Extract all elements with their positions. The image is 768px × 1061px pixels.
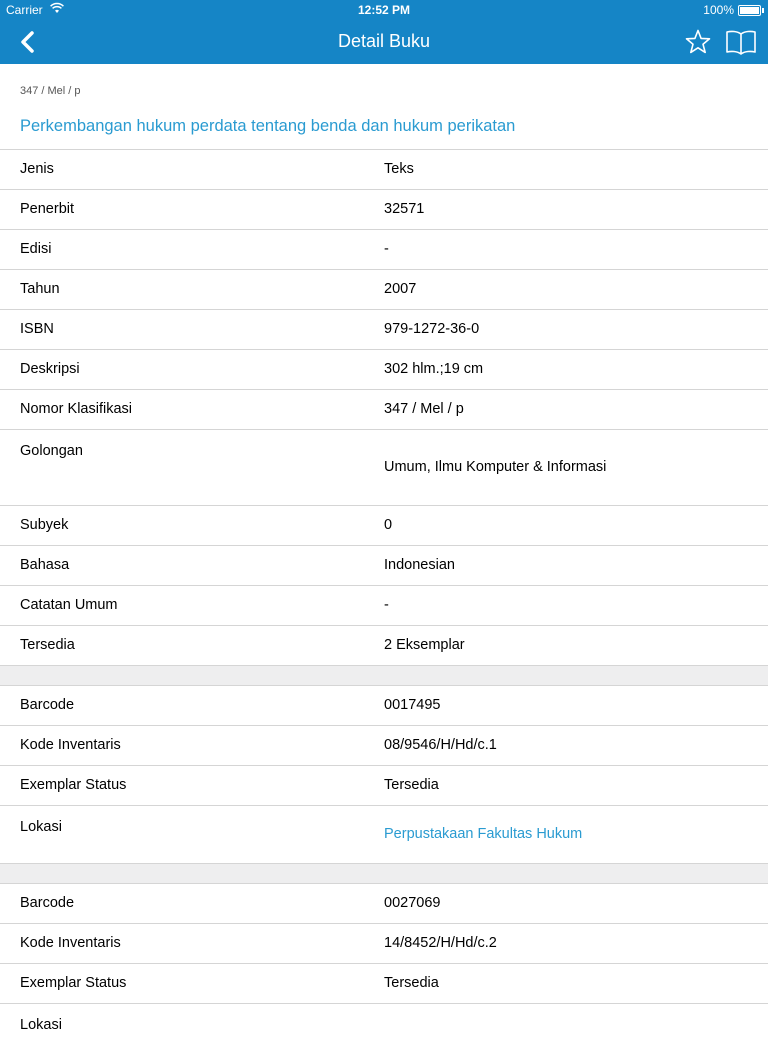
row-label: Kode Inventaris (20, 737, 121, 753)
row-label: Bahasa (20, 557, 70, 573)
copy-status-row (0, 963, 768, 1003)
row-label: Exemplar Status (20, 975, 127, 991)
row-value: 08/9546/H/Hd/c.1 (384, 737, 497, 753)
row-label: Catatan Umum (20, 597, 118, 613)
table-row (0, 585, 768, 625)
status-bar (0, 0, 768, 20)
row-value: Tersedia (384, 777, 439, 793)
copy-inventory-row (0, 725, 768, 765)
table-row (0, 389, 768, 429)
book-title: Perkembangan hukum perdata tentang benda dan hukum perikatan (20, 117, 516, 135)
row-label: Edisi (20, 241, 52, 257)
reader-button[interactable] (724, 26, 758, 58)
row-label: Deskripsi (20, 361, 80, 377)
section-separator (0, 863, 768, 883)
table-row (0, 505, 768, 545)
battery-percentage: 100% (703, 3, 734, 17)
table-row (0, 349, 768, 389)
row-value: 979-1272-36-0 (384, 321, 480, 337)
star-icon (682, 26, 714, 58)
section-separator (0, 665, 768, 685)
row-value: 2 Eksemplar (384, 637, 465, 653)
navigation-bar (0, 20, 768, 64)
row-value: 347 / Mel / p (384, 401, 464, 417)
row-label: Exemplar Status (20, 777, 127, 793)
page-title: Detail Buku (337, 31, 431, 51)
table-row (0, 309, 768, 349)
row-value: 32571 (384, 201, 425, 217)
row-value: Umum, Ilmu Komputer & Informasi (384, 459, 607, 475)
detail-table (0, 149, 768, 1061)
row-label: Nomor Klasifikasi (20, 401, 132, 417)
table-row (0, 149, 768, 189)
row-value: 14/8452/H/Hd/c.2 (384, 935, 497, 951)
favorite-button[interactable] (682, 26, 714, 58)
row-label: Golongan (20, 443, 83, 459)
row-label: Barcode (20, 697, 75, 713)
call-number: 347 / Mel / p (20, 85, 81, 97)
table-row (0, 545, 768, 585)
row-label: Lokasi (20, 1017, 62, 1033)
table-row (0, 625, 768, 665)
row-value: Tersedia (384, 975, 439, 991)
row-value: 0 (384, 517, 393, 533)
table-row (0, 189, 768, 229)
table-row (0, 229, 768, 269)
row-label: Subyek (20, 517, 69, 533)
row-value: - (384, 241, 389, 257)
row-label: Kode Inventaris (20, 935, 121, 951)
row-value: 302 hlm.;19 cm (384, 361, 484, 377)
row-label: Tersedia (20, 637, 75, 653)
row-label: Lokasi (20, 819, 62, 835)
table-row (0, 429, 768, 505)
copy-barcode-row (0, 883, 768, 923)
copy-inventory-row (0, 923, 768, 963)
location-link[interactable]: Perpustakaan Fakultas Hukum (384, 826, 583, 842)
row-label: Penerbit (20, 201, 75, 217)
row-value: Teks (384, 161, 414, 177)
row-value: Indonesian (384, 557, 455, 573)
copy-status-row (0, 765, 768, 805)
battery-icon (738, 5, 761, 16)
row-value: - (384, 597, 389, 613)
book-icon (724, 26, 758, 58)
row-label: Barcode (20, 895, 75, 911)
status-time: 12:52 PM (357, 3, 411, 17)
copy-location-row (0, 805, 768, 863)
row-value: 0027069 (384, 895, 441, 911)
row-label: ISBN (20, 321, 54, 337)
row-label: Tahun (20, 281, 60, 297)
row-value: 0017495 (384, 697, 441, 713)
row-value: 2007 (384, 281, 417, 297)
book-detail-content (0, 64, 768, 1033)
copy-location-row (0, 1003, 768, 1061)
row-label: Jenis (20, 161, 54, 177)
copy-barcode-row (0, 685, 768, 725)
table-row (0, 269, 768, 309)
carrier-label: Carrier (6, 3, 43, 17)
